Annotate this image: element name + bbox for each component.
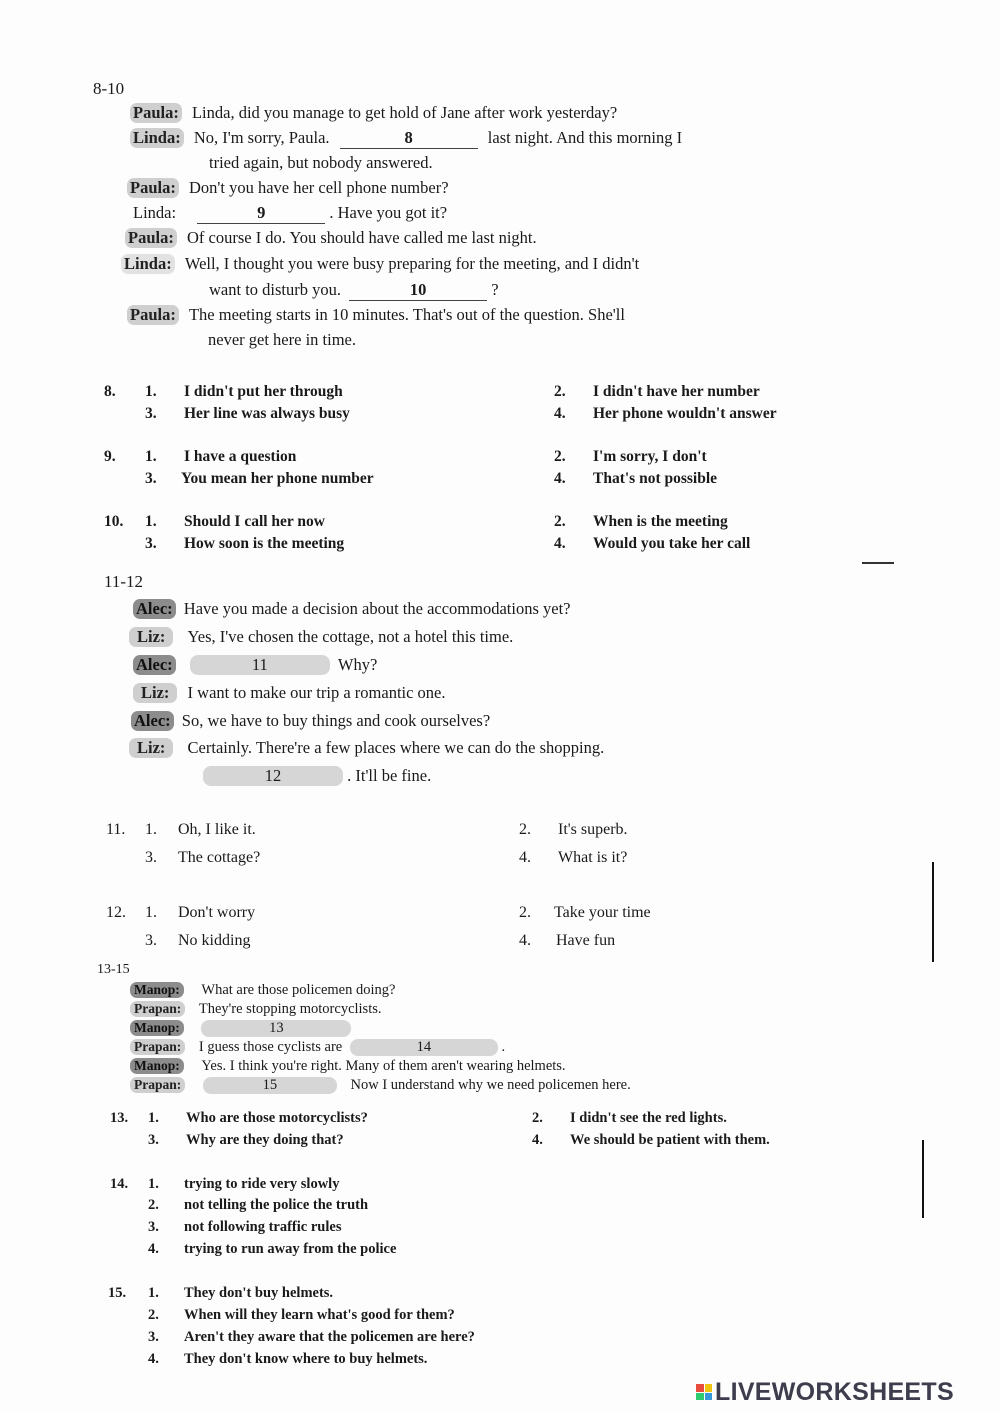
option-number: 2. bbox=[519, 821, 531, 838]
dialogue-text: . It'll be fine. bbox=[347, 766, 432, 785]
dialogue-line bbox=[130, 1020, 351, 1037]
logo-squares-icon bbox=[696, 1384, 712, 1400]
option-text[interactable]: That's not possible bbox=[593, 470, 718, 487]
option-number: 1. bbox=[145, 448, 157, 465]
dialogue-text: . Have you got it? bbox=[329, 203, 448, 222]
option-text[interactable]: not telling the police the truth bbox=[184, 1197, 369, 1213]
option-number: 4. bbox=[148, 1351, 159, 1367]
dialogue-line bbox=[127, 178, 449, 198]
option-number: 1. bbox=[145, 383, 157, 400]
dialogue-line bbox=[130, 1077, 631, 1094]
dialogue-text: So, we have to buy things and cook ourselves? bbox=[181, 711, 491, 730]
option-text[interactable]: What is it? bbox=[558, 849, 628, 866]
speaker-label: Paula: bbox=[127, 178, 179, 198]
option-text[interactable]: I didn't have her number bbox=[593, 383, 760, 400]
option-text[interactable]: Would you take her call bbox=[593, 535, 751, 552]
option-text[interactable]: Should I call her now bbox=[184, 513, 325, 530]
dialogue-line bbox=[130, 982, 395, 999]
dialogue-line bbox=[130, 1039, 505, 1056]
dialogue-text: Well, I thought you were busy preparing for the meeting, and I didn't bbox=[184, 254, 640, 273]
dialogue-line bbox=[133, 655, 377, 675]
dialogue-text: . bbox=[501, 1039, 506, 1055]
dialogue-text: Now I understand why we need policemen here. bbox=[350, 1077, 631, 1093]
dialogue-text: tried again, but nobody answered. bbox=[209, 153, 433, 172]
dialogue-text: They're stopping motorcyclists. bbox=[198, 1001, 382, 1017]
option-text[interactable]: Why are they doing that? bbox=[186, 1132, 344, 1148]
option-number: 2. bbox=[554, 513, 566, 530]
speaker-label: Alec: bbox=[131, 711, 174, 731]
option-text[interactable]: Her phone wouldn't answer bbox=[593, 405, 777, 422]
dialogue-text: Why? bbox=[337, 655, 378, 674]
speaker-label: Manop: bbox=[130, 1020, 184, 1036]
speaker-label: Liz: bbox=[129, 627, 173, 647]
answer-blank-13[interactable]: 13 bbox=[201, 1020, 351, 1037]
dialogue-line bbox=[130, 1001, 382, 1018]
dialogue-line bbox=[129, 738, 604, 758]
dialogue-line bbox=[133, 599, 570, 619]
dialogue-text: Certainly. There're a few places where we can do the shopping. bbox=[187, 738, 605, 757]
margin-mark bbox=[932, 862, 934, 962]
option-number: 3. bbox=[148, 1132, 159, 1148]
dialogue-line bbox=[127, 305, 625, 325]
dialogue-text: I guess those cyclists are bbox=[198, 1039, 343, 1055]
question-number: 15. bbox=[108, 1285, 127, 1301]
speaker-label: Linda: bbox=[130, 128, 184, 148]
question-number: 10. bbox=[104, 513, 124, 530]
option-number: 3. bbox=[145, 535, 157, 552]
speaker-label: Prapan: bbox=[130, 1039, 185, 1055]
option-text[interactable]: trying to run away from the police bbox=[184, 1241, 397, 1257]
section-heading-13-15: 13-15 bbox=[97, 962, 130, 977]
option-text[interactable]: I'm sorry, I don't bbox=[593, 448, 707, 465]
option-number: 4. bbox=[148, 1241, 159, 1257]
dialogue-line bbox=[121, 254, 639, 274]
dialogue-text: What are those policemen doing? bbox=[201, 982, 396, 998]
dialogue-line bbox=[133, 683, 446, 703]
stray-mark bbox=[862, 562, 894, 564]
dialogue-text: want to disturb you. bbox=[209, 280, 341, 299]
option-text[interactable]: When will they learn what's good for them? bbox=[184, 1307, 455, 1323]
option-number: 1. bbox=[145, 513, 157, 530]
dialogue-text: Yes. I think you're right. Many of them aren't wearing helmets. bbox=[201, 1058, 566, 1074]
speaker-label: Liz: bbox=[133, 683, 177, 703]
speaker-label: Manop: bbox=[130, 1058, 184, 1074]
dialogue-text: The meeting starts in 10 minutes. That's out of the question. She'll bbox=[188, 305, 625, 324]
option-text[interactable]: Aren't they aware that the policemen are here? bbox=[184, 1329, 475, 1345]
dialogue-line bbox=[130, 1058, 566, 1075]
dialogue-line bbox=[125, 228, 537, 248]
speaker-label: Paula: bbox=[127, 305, 179, 325]
dialogue-line bbox=[209, 280, 499, 301]
answer-blank-8[interactable]: 8 bbox=[340, 128, 478, 149]
option-text[interactable]: The cottage? bbox=[178, 849, 261, 866]
margin-mark bbox=[922, 1140, 924, 1218]
answer-blank-9[interactable]: 9 bbox=[197, 203, 325, 224]
option-number: 3. bbox=[145, 470, 157, 487]
option-text[interactable]: You mean her phone number bbox=[181, 470, 374, 487]
option-number: 2. bbox=[148, 1197, 159, 1213]
question-number: 11. bbox=[106, 821, 126, 838]
option-number: 1. bbox=[145, 904, 157, 921]
question-number: 14. bbox=[110, 1176, 129, 1192]
dialogue-text: Don't you have her cell phone number? bbox=[188, 178, 449, 197]
answer-blank-15[interactable]: 15 bbox=[203, 1077, 337, 1094]
option-number: 2. bbox=[519, 904, 531, 921]
option-number: 3. bbox=[145, 849, 157, 866]
option-number: 4. bbox=[554, 535, 566, 552]
option-text[interactable]: We should be patient with them. bbox=[570, 1132, 770, 1148]
question-number: 13. bbox=[110, 1110, 129, 1126]
option-number: 4. bbox=[532, 1132, 543, 1148]
option-number: 2. bbox=[554, 383, 566, 400]
dialogue-text: Yes, I've chosen the cottage, not a hotel this time. bbox=[187, 627, 514, 646]
question-number: 9. bbox=[104, 448, 116, 465]
dialogue-text: Have you made a decision about the accommodations yet? bbox=[183, 599, 571, 618]
option-number: 4. bbox=[519, 849, 531, 866]
speaker-label: Alec: bbox=[133, 599, 176, 619]
dialogue-line bbox=[131, 711, 490, 731]
section-heading-8-10: 8-10 bbox=[93, 79, 125, 98]
dialogue-text: No, I'm sorry, Paula. bbox=[193, 128, 330, 147]
option-text[interactable]: Oh, I like it. bbox=[178, 821, 256, 838]
option-number: 4. bbox=[554, 405, 566, 422]
option-text[interactable]: I didn't put her through bbox=[184, 383, 343, 400]
option-text[interactable]: They don't know where to buy helmets. bbox=[184, 1351, 428, 1367]
answer-blank-12[interactable]: 12 bbox=[203, 766, 343, 786]
option-number: 1. bbox=[148, 1110, 159, 1126]
dialogue-text: never get here in time. bbox=[208, 330, 356, 349]
option-number: 2. bbox=[148, 1307, 159, 1323]
option-number: 3. bbox=[145, 405, 157, 422]
option-text[interactable]: Who are those motorcyclists? bbox=[186, 1110, 368, 1126]
option-text[interactable]: No kidding bbox=[178, 932, 251, 949]
dialogue-line bbox=[129, 627, 513, 647]
dialogue-text: Of course I do. You should have called me last night. bbox=[186, 228, 537, 247]
speaker-label: Alec: bbox=[133, 655, 176, 675]
question-number: 12. bbox=[106, 904, 126, 921]
option-text[interactable]: Take your time bbox=[554, 904, 651, 921]
liveworksheets-logo bbox=[696, 1378, 954, 1406]
option-number: 4. bbox=[554, 470, 566, 487]
speaker-label: Paula: bbox=[125, 228, 177, 248]
dialogue-line bbox=[203, 766, 431, 786]
dialogue-text: Linda, did you manage to get hold of Jane after work yesterday? bbox=[191, 103, 618, 122]
option-text[interactable]: Have fun bbox=[556, 932, 616, 949]
option-text[interactable]: I didn't see the red lights. bbox=[570, 1110, 727, 1126]
answer-blank-10[interactable]: 10 bbox=[349, 280, 487, 301]
speaker-label: Prapan: bbox=[130, 1077, 185, 1093]
speaker-label: Paula: bbox=[130, 103, 182, 123]
speaker-label: Prapan: bbox=[130, 1001, 185, 1017]
option-text[interactable]: Don't worry bbox=[178, 904, 256, 921]
dialogue-text: last night. And this morning I bbox=[487, 128, 683, 147]
answer-blank-14[interactable]: 14 bbox=[350, 1039, 498, 1056]
option-number: 2. bbox=[554, 448, 566, 465]
option-text[interactable]: How soon is the meeting bbox=[184, 535, 345, 552]
dialogue-line bbox=[130, 103, 617, 123]
dialogue-line bbox=[130, 128, 682, 149]
option-text[interactable]: I have a question bbox=[184, 448, 297, 465]
option-number: 3. bbox=[148, 1219, 159, 1235]
option-number: 3. bbox=[145, 932, 157, 949]
option-text[interactable]: Her line was always busy bbox=[184, 405, 350, 422]
option-text[interactable]: not following traffic rules bbox=[184, 1219, 342, 1235]
dialogue-text: I want to make our trip a romantic one. bbox=[187, 683, 446, 702]
logo-text: LIVEWORKSHEETS bbox=[715, 1377, 954, 1406]
dialogue-line bbox=[130, 203, 447, 224]
speaker-label: Liz: bbox=[129, 738, 173, 758]
question-number: 8. bbox=[104, 383, 116, 400]
option-text[interactable]: When is the meeting bbox=[593, 513, 728, 530]
speaker-label: Manop: bbox=[130, 982, 184, 998]
dialogue-text: ? bbox=[491, 280, 499, 299]
option-number: 1. bbox=[148, 1176, 159, 1192]
speaker-label: Linda: bbox=[121, 254, 175, 274]
option-number: 1. bbox=[148, 1285, 159, 1301]
speaker-label: Linda: bbox=[133, 203, 177, 222]
option-text[interactable]: trying to ride very slowly bbox=[184, 1176, 340, 1192]
option-number: 4. bbox=[519, 932, 531, 949]
option-number: 2. bbox=[532, 1110, 543, 1126]
option-text[interactable]: They don't buy helmets. bbox=[184, 1285, 334, 1301]
option-text[interactable]: It's superb. bbox=[558, 821, 628, 838]
option-number: 1. bbox=[145, 821, 157, 838]
option-number: 3. bbox=[148, 1329, 159, 1345]
answer-blank-11[interactable]: 11 bbox=[190, 655, 330, 675]
section-heading-11-12: 11-12 bbox=[104, 572, 144, 591]
